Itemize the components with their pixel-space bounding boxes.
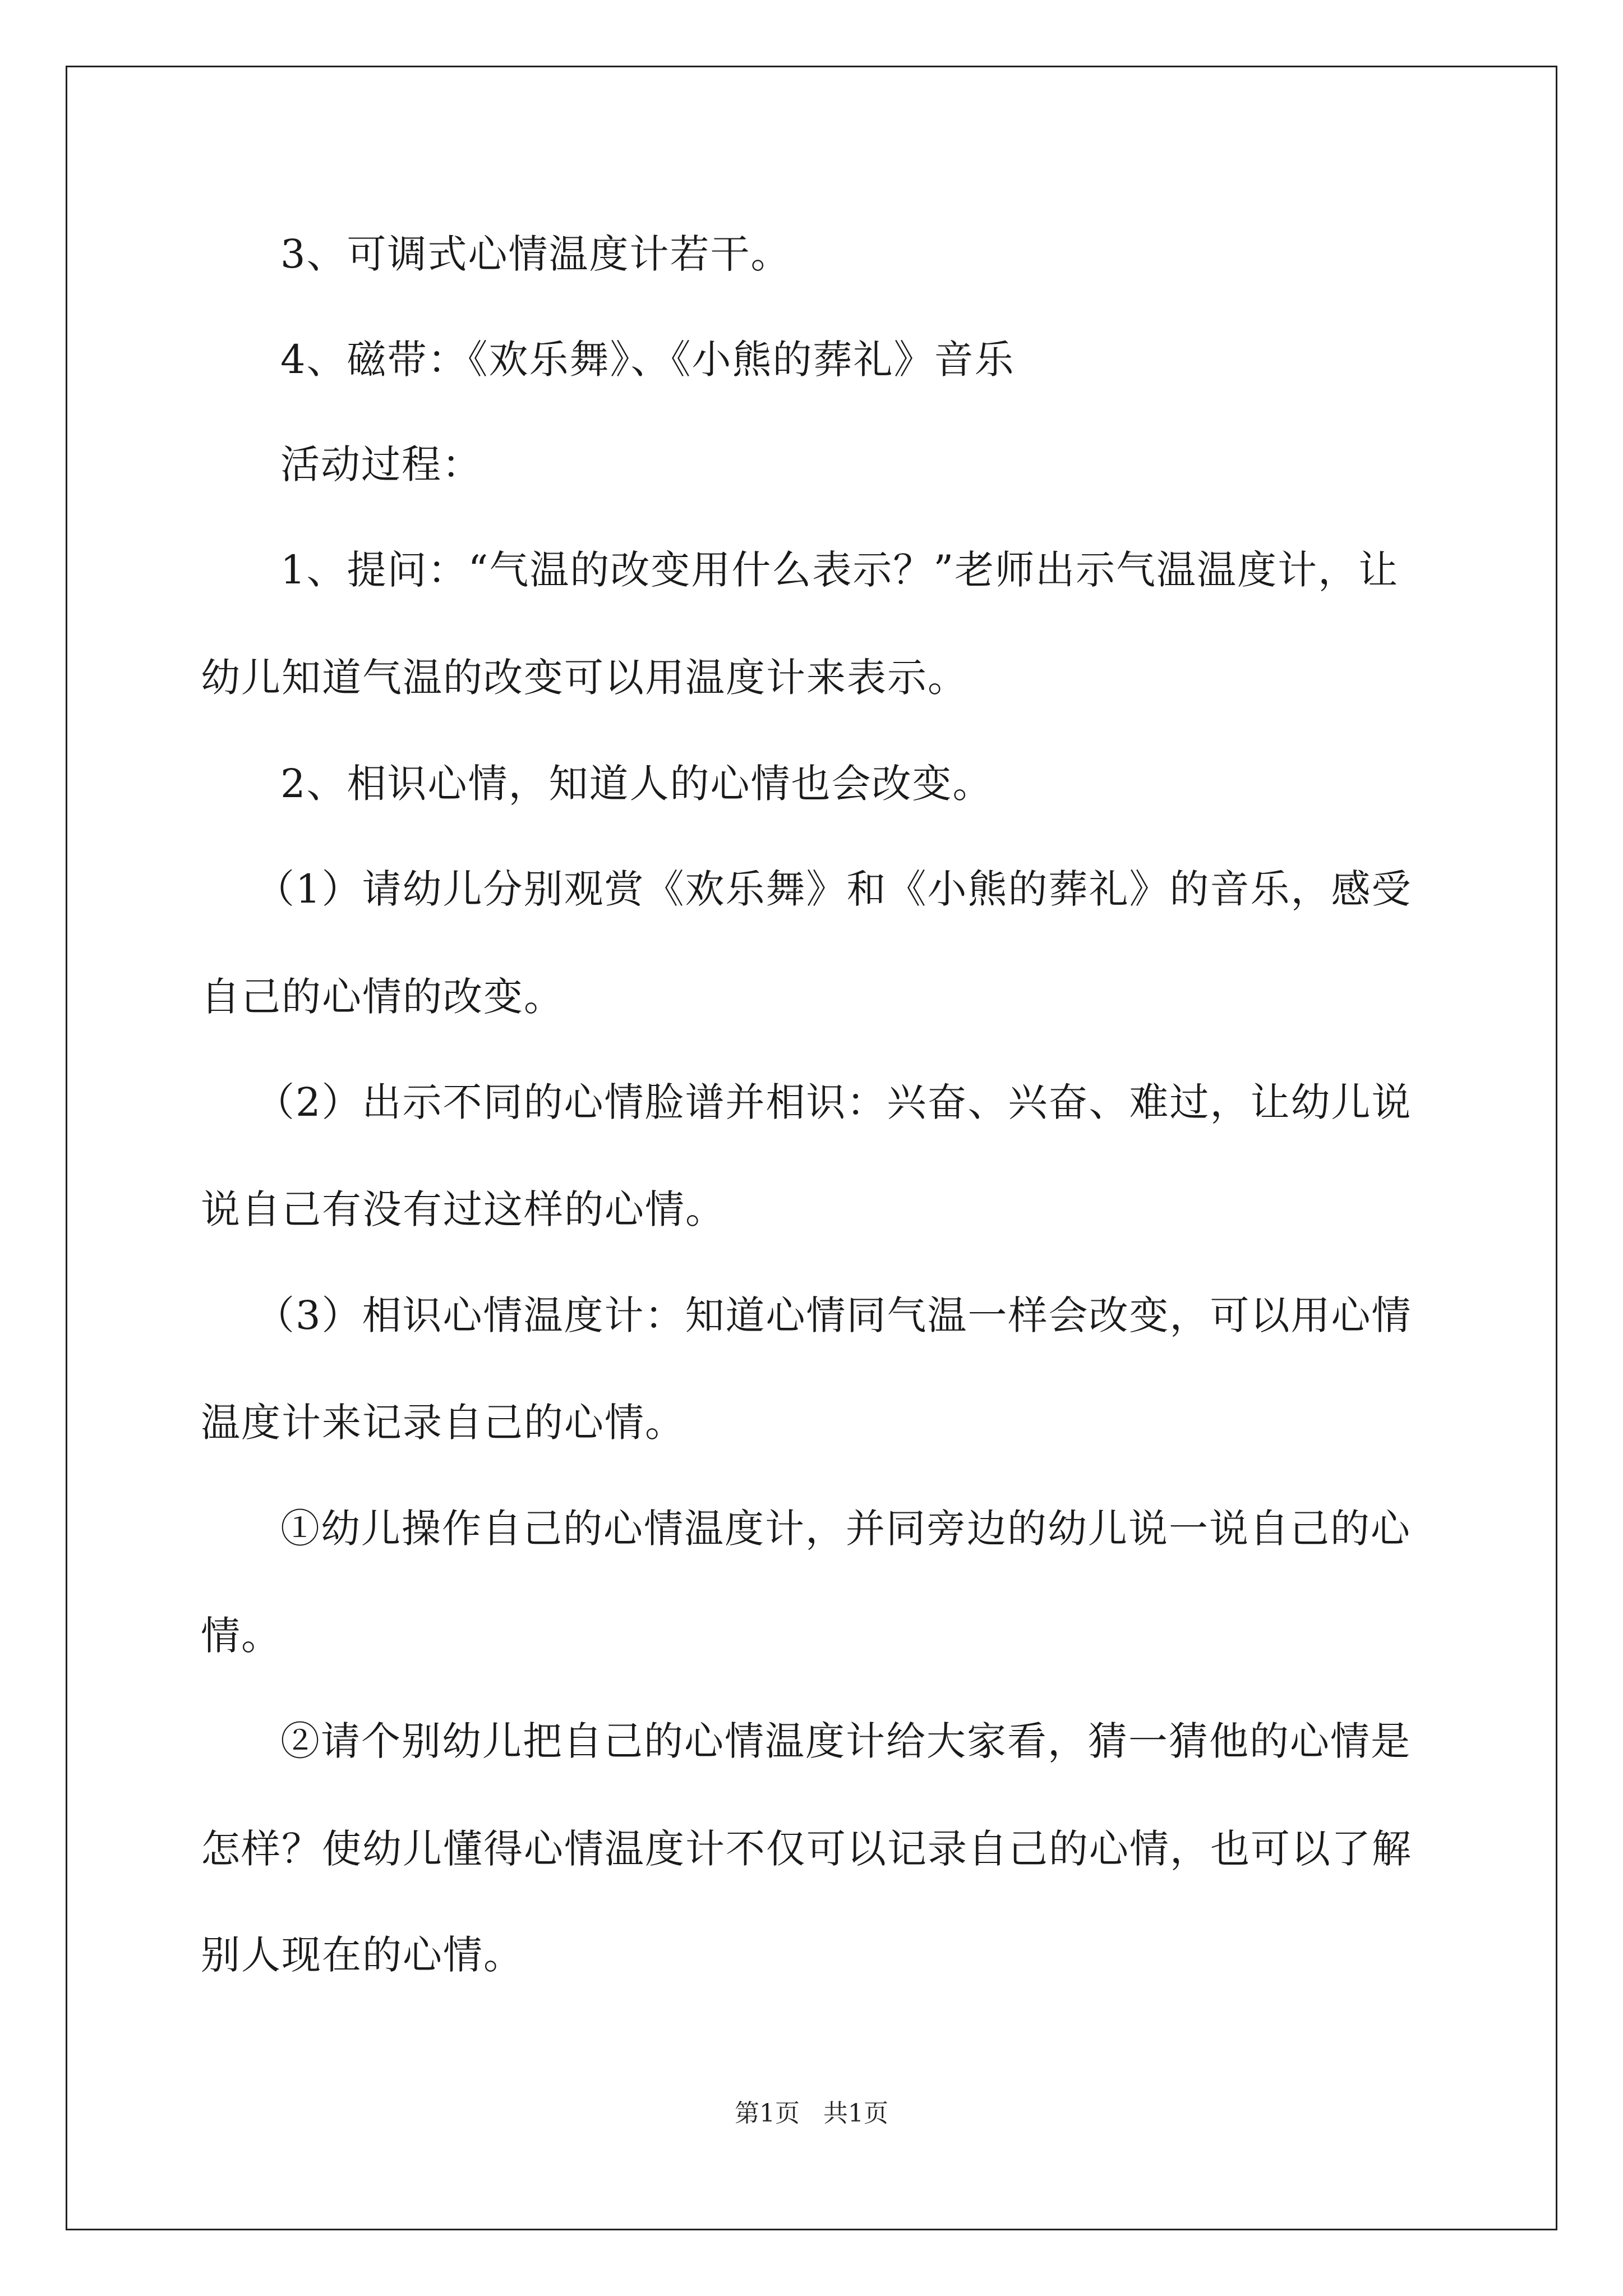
- text-line: ①幼儿操作自己的心情温度计，并同旁边的幼儿说一说自己的心: [280, 1506, 1411, 1552]
- text-line: 怎样？使幼儿懂得心情温度计不仅可以记录自己的心情，也可以了解: [201, 1826, 1412, 1872]
- text-line: 3、可调式心情温度计若干。: [280, 231, 791, 277]
- text-line: ②请个别幼儿把自己的心情温度计给大家看，猜一猜他的心情是: [280, 1718, 1411, 1764]
- text-line: （1）请幼儿分别观赏《欢乐舞》和《小熊的葬礼》的音乐，感受: [255, 866, 1412, 912]
- page-number-current: 第1页: [735, 2099, 800, 2128]
- text-line: 别人现在的心情。: [201, 1932, 524, 1978]
- text-line: 情。: [201, 1613, 282, 1659]
- page-footer: [0, 2097, 1623, 2131]
- page-number-total: 共1页: [823, 2099, 888, 2128]
- text-line: 1、提问：“气温的改变用什么表示？”老师出示气温温度计，让: [280, 547, 1399, 593]
- text-line: 4、磁带：《欢乐舞》、《小熊的葬礼》音乐: [280, 337, 1015, 383]
- text-line: （3）相识心情温度计：知道心情同气温一样会改变，可以用心情: [255, 1292, 1412, 1338]
- text-line: 温度计来记录自己的心情。: [201, 1400, 685, 1446]
- text-line: 说自己有没有过这样的心情。: [201, 1186, 726, 1232]
- text-line: 自己的心情的改变。: [201, 974, 564, 1020]
- text-line: （2）出示不同的心情脸谱并相识：兴奋、兴奋、难过，让幼儿说: [255, 1079, 1412, 1125]
- text-line: 幼儿知道气温的改变可以用温度计来表示。: [201, 655, 968, 701]
- text-line: 活动过程：: [280, 441, 482, 487]
- text-line: 2、相识心情，知道人的心情也会改变。: [280, 761, 993, 807]
